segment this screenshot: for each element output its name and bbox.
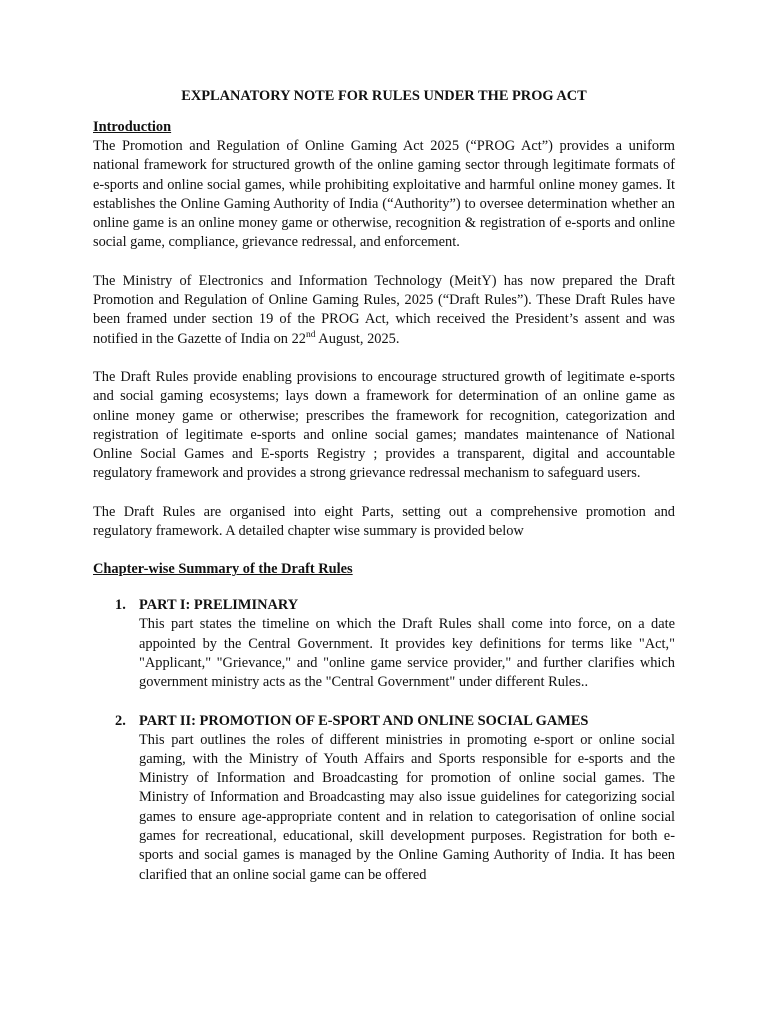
list-item — [93, 596, 675, 692]
part-description: This part states the timeline on which the Draft Rules shall come into force, on a date appointed by the Central Government. It provides key definitions for terms like "Act," "Applicant," "Grievance," and "online game service provider," and further clarifies which government ministry acts as the "Central Government" under different Rules.. — [139, 616, 675, 691]
meity-paragraph-date-end: August, 2025. — [315, 330, 400, 347]
list-item-number: 2. — [115, 712, 126, 729]
parts-list — [93, 596, 675, 885]
ordinal-suffix: nd — [306, 329, 316, 340]
meity-paragraph — [93, 272, 675, 349]
organisation-paragraph: The Draft Rules are organised into eight Parts, setting out a comprehensive promotion and regulatory framework. A detailed chapter wise summary is provided below — [93, 503, 675, 540]
provisions-paragraph: The Draft Rules provide enabling provisions to encourage structured growth of legitimate e-sports and social gaming ecosystems; lays down a framework for determination of an online game as online money game or otherwise; prescribes the framework for recognition, categorization and registration of legitimate e-sports and online social games; mandates maintenance of National Online Social Games and E-sports Registry ; provides a transparent, digital and accountable regulatory framework and provides a strong grievance redressal mechanism to safeguard users. — [93, 368, 675, 482]
list-item — [93, 712, 675, 885]
list-item-number: 1. — [115, 597, 126, 614]
part-title: PART II: PROMOTION OF E-SPORT AND ONLINE SOCIAL GAMES — [139, 712, 589, 729]
introduction-heading: Introduction — [93, 119, 172, 135]
chapter-summary-heading: Chapter-wise Summary of the Draft Rules — [93, 561, 353, 578]
part-description: This part outlines the roles of different ministries in promoting e-sport or online social gaming, with the Ministry of Youth Affairs and Sports responsible for e-sports and the Ministry of Information and Broadcasting for promotion of online social games. The Ministry of Information and Broadcasting may also issue guidelines for categorizing social games to ensure age-appropriate content and in relation to categorisation of online social games for recreational, educational, skill development purposes. Registration for both e-sports and social games is managed by the Online Gaming Authority of India. It has been clarified that an online social game can be offered — [139, 731, 675, 883]
document-title: EXPLANATORY NOTE FOR RULES UNDER THE PROG ACT — [181, 88, 587, 104]
part-title: PART I: PRELIMINARY — [139, 597, 299, 614]
meity-paragraph-text: The Ministry of Electronics and Information Technology (MeitY) has now prepared the Draft Promotion and Regulation of Online Gaming Rules, 2025 (“Draft Rules”). These Draft Rules have been framed under section 19 of the PROG Act, which received the President’s assent and was notified in the Gazette of India on 22 — [93, 272, 675, 347]
introduction-paragraph: The Promotion and Regulation of Online Gaming Act 2025 (“PROG Act”) provides a uniform national framework for structured growth of the online gaming sector through legitimate formats of e-sports and online social games, while prohibiting exploitative and harmful online money games. It establishes the Online Gaming Authority of India (“Authority”) to oversee determination whether an online game is an online money game or otherwise, recognition & registration of e-sports and online social game, compliance, grievance redressal, and enforcement. — [93, 138, 675, 251]
